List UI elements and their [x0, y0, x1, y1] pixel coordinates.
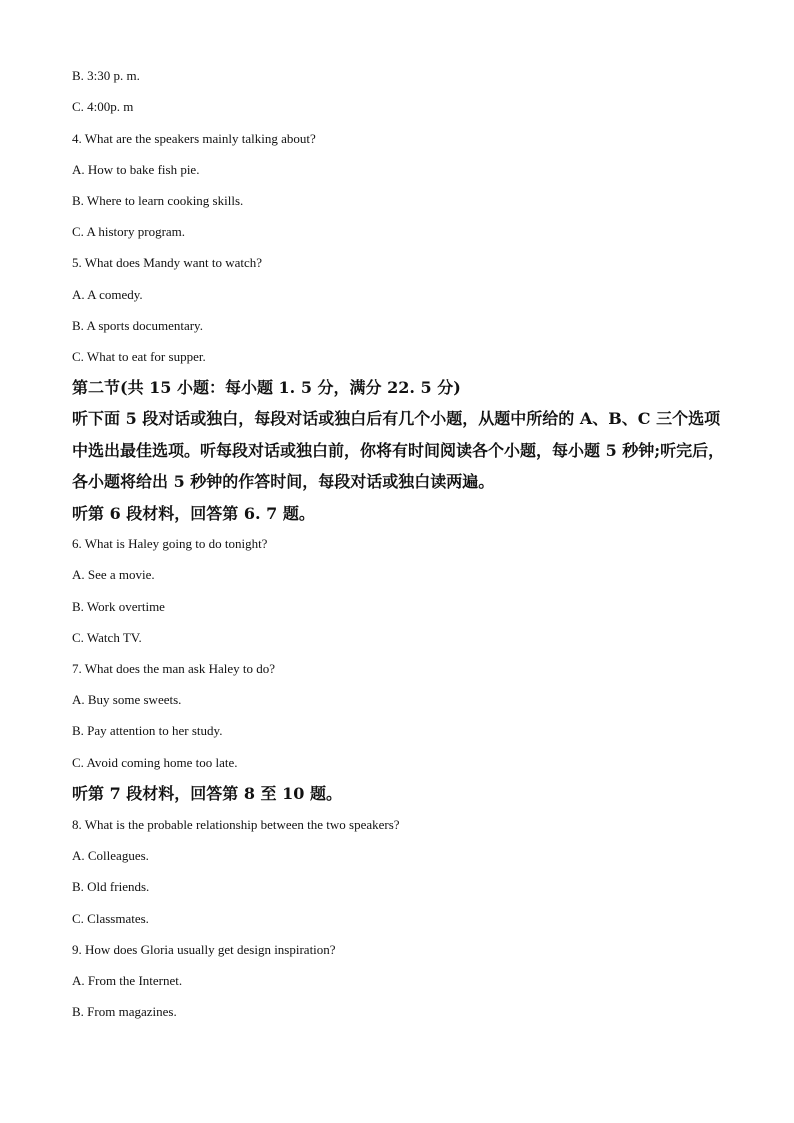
q4-option-c: C. A history program. — [72, 224, 186, 239]
q5-question: 5. What does Mandy want to watch? — [72, 255, 263, 270]
section2-title: 第二节(共 15 小题：每小题 1. 5 分，满分 22. 5 分) — [72, 378, 461, 397]
q9-option-a: A. From the Internet. — [72, 973, 183, 988]
material6-heading: 听第 6 段材料，回答第 6. 7 题。 — [72, 504, 315, 523]
q5-option-b: B. A sports documentary. — [72, 318, 203, 333]
q5-option-c: C. What to eat for supper. — [72, 349, 206, 364]
q4-question: 4. What are the speakers mainly talking about? — [72, 131, 316, 146]
q4-option-b: B. Where to learn cooking skills. — [72, 193, 244, 208]
q8-option-b: B. Old friends. — [72, 879, 150, 894]
q9-question: 9. How does Gloria usually get design inspiration? — [72, 942, 336, 957]
material7-heading: 听第 7 段材料，回答第 8 至 10 题。 — [72, 784, 342, 803]
q6-option-b: B. Work overtime — [72, 599, 165, 614]
q7-option-b: B. Pay attention to her study. — [72, 723, 223, 738]
q7-option-c: C. Avoid coming home too late. — [72, 755, 238, 770]
q6-question: 6. What is Haley going to do tonight? — [72, 536, 268, 551]
q6-option-c: C. Watch TV. — [72, 630, 142, 645]
q8-question: 8. What is the probable relationship between the two speakers? — [72, 817, 400, 832]
q8-option-a: A. Colleagues. — [72, 848, 149, 863]
q3-option-c: C. 4:00p. m — [72, 99, 134, 114]
section2-instructions-line-3: 各小题将给出 5 秒钟的作答时间，每段对话或独白读两遍。 — [72, 472, 495, 491]
q8-option-c: C. Classmates. — [72, 911, 149, 926]
q4-option-a: A. How to bake fish pie. — [72, 162, 200, 177]
q7-option-a: A. Buy some sweets. — [72, 692, 182, 707]
q5-option-a: A. A comedy. — [72, 287, 143, 302]
q3-option-b: B. 3:30 p. m. — [72, 68, 140, 83]
section2-instructions-line-2: 中选出最佳选项。听每段对话或独白前，你将有时间阅读各个小题，每小题 5 秒钟;听完后， — [72, 441, 725, 460]
q7-question: 7. What does the man ask Haley to do? — [72, 661, 276, 676]
section2-instructions-line-1: 听下面 5 段对话或独白，每段对话或独白后有几个小题，从题中所给的 A、B、C 三个选项 — [72, 409, 721, 428]
q9-option-b: B. From magazines. — [72, 1004, 177, 1019]
q6-option-a: A. See a movie. — [72, 567, 155, 582]
